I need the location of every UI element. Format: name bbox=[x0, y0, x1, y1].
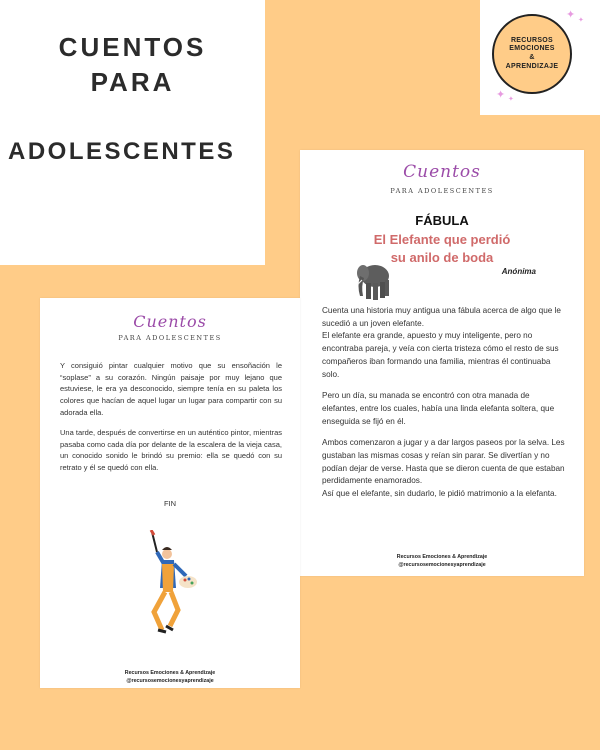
story-page-left bbox=[40, 298, 300, 688]
footer-brand: Recursos Emociones & Aprendizaje bbox=[396, 554, 488, 560]
sparkle-icon: ✦ bbox=[496, 89, 506, 101]
page-footer bbox=[300, 554, 584, 570]
logo-text: APRENDIZAJE bbox=[505, 62, 559, 70]
story-body bbox=[60, 360, 282, 483]
story-end-label: FIN bbox=[163, 499, 177, 508]
footer-handle: @recursosemocionesyaprendizaje bbox=[398, 561, 486, 568]
hero-line-2: PARA bbox=[90, 67, 175, 98]
genre-heading: FÁBULA bbox=[415, 213, 469, 228]
story-paragraph: Pero un día, su manada se encontró con otra manada de elefantes, entre los cuales, había una linda elefanta soltera, que enseguida se fijó en él. bbox=[322, 391, 555, 426]
logo-text: EMOCIONES bbox=[509, 45, 555, 53]
hero-line-1: CUENTOS bbox=[58, 32, 207, 62]
story-paragraph: Una tarde, después de convertirse en un auténtico pintor, mientras pasaba como cada día por delante de la escalera de la vieja casa, un conocido sonido le brindó su premio: ella se quedó con su retrato y él se quedó con ella. bbox=[60, 428, 282, 472]
logo-text: & bbox=[529, 54, 535, 61]
sparkle-icon: ✦ bbox=[566, 9, 576, 21]
hero-line-3: ADOLESCENTES bbox=[8, 138, 236, 166]
story-page-right bbox=[300, 150, 584, 576]
story-author: Anónima bbox=[501, 267, 536, 276]
sparkle-icon: ✦ bbox=[578, 17, 584, 24]
hero-title bbox=[0, 30, 265, 169]
footer-handle: @recursosemocionesyaprendizaje bbox=[126, 677, 214, 684]
page-subtitle: PARA ADOLESCENTES bbox=[390, 187, 494, 195]
story-paragraph-text: El elefante era grande, apuesto y muy inteligente, pero no encontraba pareja, y veía con cierta tristeza cómo el resto de sus compañeros iban formando una familia, mientras él continuaba solo. bbox=[322, 331, 559, 379]
sparkle-icon: ✦ bbox=[508, 96, 514, 103]
page-footer bbox=[40, 670, 300, 686]
painter-illustration-icon bbox=[140, 530, 200, 642]
story-paragraph-text: Cuenta una historia muy antigua una fábula acerca de algo que le sucedió a un joven elefante. bbox=[322, 306, 561, 328]
story-paragraph bbox=[322, 305, 566, 381]
page-subtitle: PARA ADOLESCENTES bbox=[118, 334, 222, 342]
page-script-title: Cuentos bbox=[403, 162, 481, 182]
story-paragraph-text: Ambos comenzaron a jugar y a dar largos paseos por la selva. Les gustaban las mismas cosas y reían sin parar. Se divertían y no podían dejar de verse. Hasta que se dieron cuenta de que estaban perdidamente enamorados. bbox=[322, 438, 565, 486]
story-body bbox=[322, 305, 566, 510]
story-paragraph: Y consiguió pintar cualquier motivo que su ensoñación le “soplase” a su corazón. Ningún paisaje por muy lejano que estuviese, le era ya desconocido, siempre tenía en su paleta los colores que hacían de aquel lugar un lugar para compartir con su adorada ella. bbox=[60, 361, 282, 417]
brand-logo bbox=[492, 14, 572, 94]
story-title bbox=[300, 231, 584, 266]
footer-brand: Recursos Emociones & Aprendizaje bbox=[124, 670, 216, 676]
story-title-line-1: El Elefante que perdió bbox=[373, 232, 511, 247]
elephant-icon bbox=[354, 258, 394, 302]
story-paragraph-text: Así que el elefante, sin dudarlo, le pidió matrimonio a la elefanta. bbox=[322, 489, 557, 499]
story-title-line-2: su anilo de boda bbox=[390, 249, 494, 265]
logo-text: RECURSOS bbox=[510, 36, 554, 44]
story-paragraph bbox=[322, 437, 566, 501]
page-script-title: Cuentos bbox=[133, 312, 207, 331]
